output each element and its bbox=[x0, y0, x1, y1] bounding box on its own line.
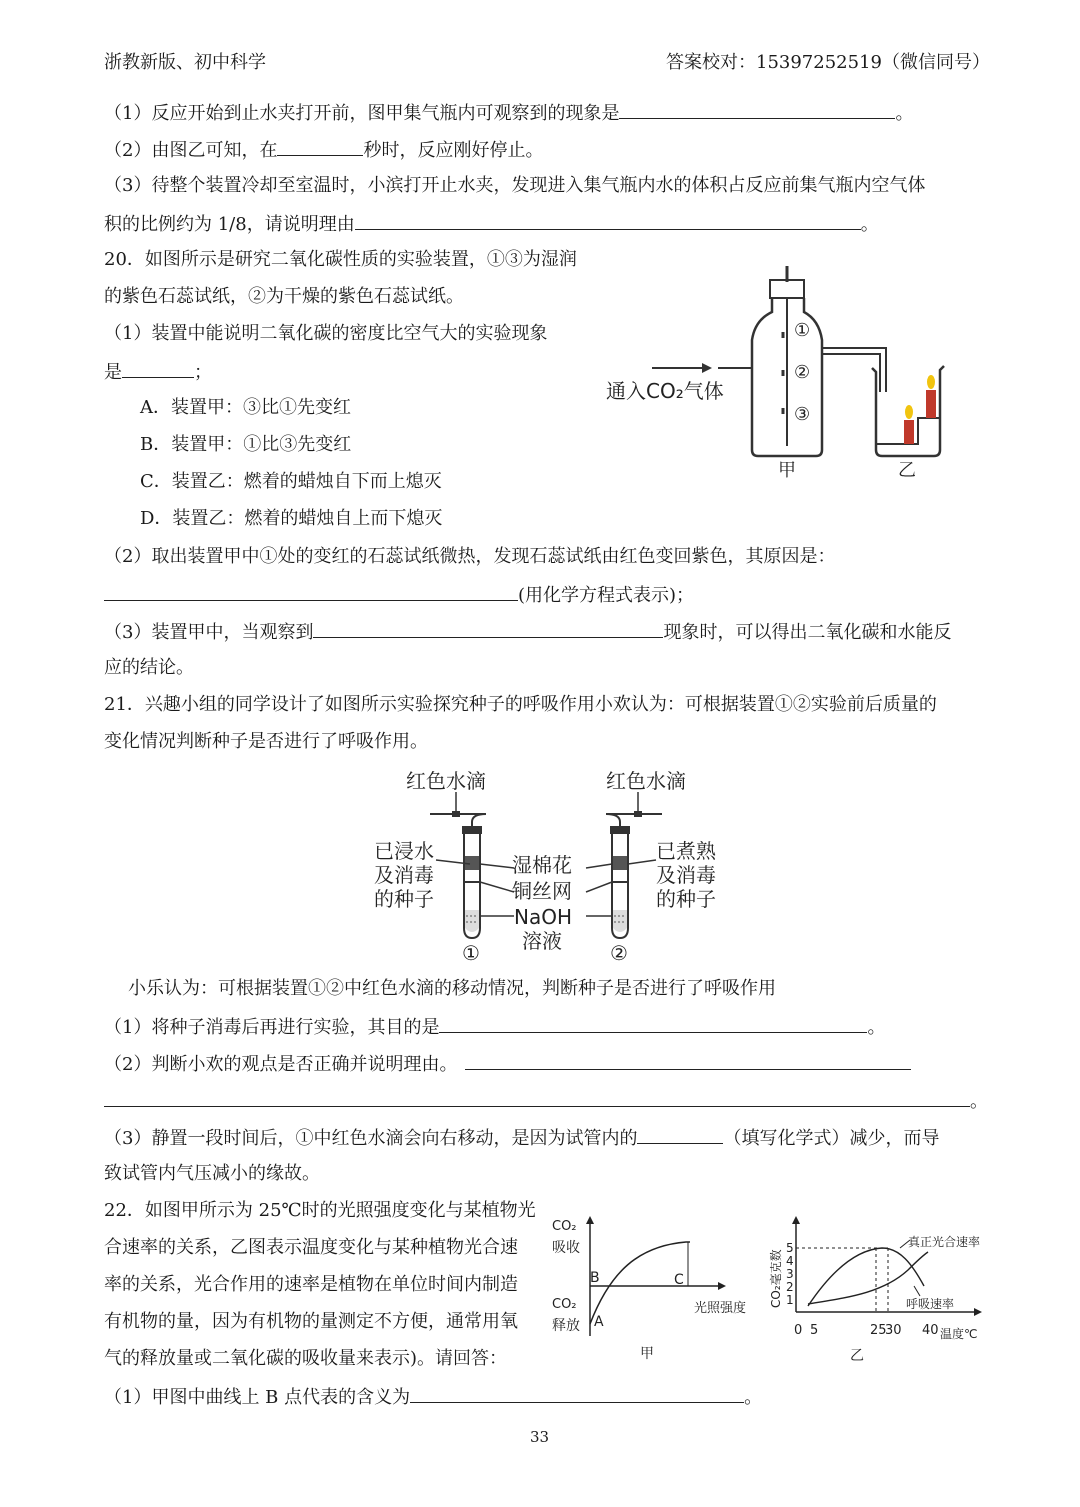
y-ticks bbox=[786, 1241, 794, 1307]
co2-release-label-1: CO₂ bbox=[552, 1297, 577, 1312]
right-label-1: 已煮熟 bbox=[656, 839, 716, 863]
x-tick-label: 40 bbox=[922, 1323, 939, 1338]
y-tick-label: 5 bbox=[786, 1241, 794, 1255]
q20-part3-text-a: （3）装置甲中，当观察到 bbox=[104, 622, 314, 643]
q19-part1 bbox=[104, 100, 913, 126]
caption-yi: 乙 bbox=[898, 460, 916, 481]
q20-part2-line2 bbox=[104, 582, 694, 608]
q21-part2-text: （2）判断小欢的观点是否正确并说明理由。 bbox=[104, 1054, 458, 1075]
figure-yi-temperature-chart bbox=[764, 1212, 990, 1364]
q20-part2-text: (用化学方程式表示)； bbox=[518, 585, 695, 606]
x-tick-label: 25 bbox=[870, 1323, 887, 1338]
period: 。 bbox=[895, 103, 914, 124]
q21-part1 bbox=[104, 1014, 885, 1040]
q19-part2 bbox=[104, 137, 543, 163]
y-tick-label: 1 bbox=[786, 1293, 794, 1307]
answer-blank[interactable] bbox=[104, 582, 518, 601]
q22-stem-line5: 气的释放量或二氧化碳的吸收量来表示)。请回答： bbox=[104, 1348, 508, 1369]
x-tick-label: 0 bbox=[794, 1323, 803, 1338]
q20-stem-line1: 20．如图所示是研究二氧化碳性质的实验装置，①③为湿润 bbox=[104, 249, 577, 270]
inlet-label: 通入CO₂气体 bbox=[606, 379, 724, 403]
bottle-stopper bbox=[770, 280, 804, 298]
q21-part3-text-a: （3）静置一段时间后，①中红色水滴会向右移动，是因为试管内的 bbox=[104, 1128, 638, 1149]
q21-part2 bbox=[104, 1051, 911, 1077]
q22-part1-text: （1）甲图中曲线上 B 点代表的含义为 bbox=[104, 1387, 411, 1408]
answer-blank[interactable] bbox=[122, 359, 194, 378]
left-label-1: 已浸水 bbox=[374, 839, 434, 863]
q20-part1-line1: （1）装置中能说明二氧化碳的密度比空气大的实验现象 bbox=[104, 323, 548, 344]
q20-part3-line2: 应的结论。 bbox=[104, 657, 194, 678]
y-tick-label: 3 bbox=[786, 1267, 794, 1281]
semicolon: ； bbox=[194, 362, 212, 383]
red-water-drop bbox=[452, 811, 460, 817]
q19-part2-text-b: 秒时，反应刚好停止。 bbox=[363, 140, 544, 161]
period: 。 bbox=[867, 1017, 886, 1038]
caption-jia: 甲 bbox=[778, 460, 796, 481]
co2-apparatus-figure bbox=[600, 258, 970, 488]
q22-stem-line1: 22．如图甲所示为 25℃时的光照强度变化与某植物光 bbox=[104, 1200, 536, 1221]
tube-2-number: ② bbox=[610, 941, 628, 965]
paper-3-label: ③ bbox=[794, 404, 811, 425]
q19-part1-text: （1）反应开始到止水夹打开前，图甲集气瓶内可观察到的现象是 bbox=[104, 103, 620, 124]
answer-blank[interactable] bbox=[410, 1384, 744, 1403]
q22-stem-line3: 率的关系，光合作用的速率是植物在单位时间内制造 bbox=[104, 1274, 518, 1295]
header-right: 答案校对：15397252519（微信同号） bbox=[666, 52, 990, 73]
q21-stem-line2: 变化情况判断种子是否进行了呼吸作用。 bbox=[104, 731, 428, 752]
paper-2-label: ② bbox=[794, 362, 811, 383]
q22-stem-line4: 有机物的量，因为有机物的量测定不方便，通常用氧 bbox=[104, 1311, 518, 1332]
upper-candle bbox=[926, 390, 936, 418]
point-a: A bbox=[594, 1314, 604, 1330]
period: 。 bbox=[970, 1091, 988, 1112]
tube-1-number: ① bbox=[462, 941, 480, 965]
q21-part3-text-b: （填写化学式）减少，而导 bbox=[723, 1128, 940, 1149]
q19-part2-text-a: （2）由图乙可知，在 bbox=[104, 140, 278, 161]
point-c: C bbox=[674, 1272, 684, 1288]
answer-blank[interactable] bbox=[619, 100, 895, 119]
option-a: A．装置甲：③比①先变红 bbox=[140, 397, 351, 418]
mid-label-2: 铜丝网 bbox=[512, 879, 572, 903]
right-label-3: 的种子 bbox=[656, 887, 716, 911]
caption-jia: 甲 bbox=[640, 1346, 654, 1362]
seed-respiration-figure bbox=[366, 760, 730, 972]
left-label-3: 的种子 bbox=[374, 887, 434, 911]
q21-part2-line2 bbox=[104, 1088, 988, 1114]
option-b: B．装置甲：①比③先变红 bbox=[140, 434, 352, 455]
q19-part3-text: 积的比例约为 1/8，请说明理由 bbox=[104, 214, 355, 235]
x-ticks bbox=[794, 1323, 939, 1338]
q22-part1 bbox=[104, 1384, 762, 1410]
answer-blank[interactable] bbox=[637, 1125, 723, 1144]
point-b: B bbox=[590, 1270, 600, 1286]
q20-part1-line2 bbox=[104, 359, 212, 385]
mid-label-4: 溶液 bbox=[522, 929, 562, 953]
y-tick-label: 2 bbox=[786, 1280, 794, 1294]
q22-stem-line2: 合速率的关系，乙图表示温度变化与某种植物光合速 bbox=[104, 1237, 518, 1258]
q21-part3-line1 bbox=[104, 1125, 939, 1151]
q20-part2-line1: （2）取出装置甲中①处的变红的石蕊试纸微热，发现石蕊试纸由红色变回紫色，其原因是： bbox=[104, 546, 836, 567]
resp-rate-label: 呼吸速率 bbox=[906, 1297, 955, 1311]
page-number: 33 bbox=[530, 1428, 550, 1446]
lower-candle bbox=[904, 420, 914, 444]
answer-blank[interactable] bbox=[313, 619, 663, 638]
x-axis-label: 温度℃ bbox=[940, 1327, 978, 1341]
y-tick-label: 4 bbox=[786, 1254, 794, 1268]
co2-absorb-label-2: 吸收 bbox=[552, 1240, 580, 1256]
q21-xiaole-view: 小乐认为：可根据装置①②中红色水滴的移动情况，判断种子是否进行了呼吸作用 bbox=[128, 978, 776, 999]
q21-stem-line1: 21．兴趣小组的同学设计了如图所示实验探究种子的呼吸作用小欢认为：可根据装置①②实验前后质量的 bbox=[104, 694, 937, 715]
header-left: 浙教新版、初中科学 bbox=[104, 52, 266, 73]
q20-stem-line2: 的紫色石蕊试纸，②为干燥的紫色石蕊试纸。 bbox=[104, 286, 464, 307]
co2-absorb-label-1: CO₂ bbox=[552, 1219, 577, 1234]
option-d: D．装置乙：燃着的蜡烛自上而下熄灭 bbox=[140, 508, 443, 529]
period: 。 bbox=[744, 1387, 763, 1408]
period: 。 bbox=[860, 214, 879, 235]
left-label-2: 及消毒 bbox=[374, 863, 434, 887]
x-tick-label: 30 bbox=[885, 1323, 902, 1338]
mid-label-3: NaOH bbox=[514, 905, 572, 929]
drop-label-left: 红色水滴 bbox=[406, 769, 486, 793]
answer-blank[interactable] bbox=[439, 1014, 867, 1033]
x-axis-label: 光照强度 bbox=[694, 1301, 747, 1316]
answer-blank[interactable] bbox=[355, 211, 861, 230]
true-rate-label: 真正光合速率 bbox=[908, 1235, 981, 1249]
y-axis-label: CO₂毫克数 bbox=[769, 1249, 783, 1308]
answer-blank[interactable] bbox=[465, 1051, 911, 1070]
co2-release-label-2: 释放 bbox=[552, 1318, 580, 1334]
paper-1-label: ① bbox=[794, 320, 811, 341]
q21-part1-text: （1）将种子消毒后再进行实验，其目的是 bbox=[104, 1017, 440, 1038]
q21-part3-line2: 致试管内气压减小的缘故。 bbox=[104, 1163, 320, 1184]
answer-blank[interactable] bbox=[104, 1088, 970, 1107]
answer-blank[interactable] bbox=[277, 137, 363, 156]
option-c: C．装置乙：燃着的蜡烛自下而上熄灭 bbox=[140, 471, 442, 492]
q19-part3-line2 bbox=[104, 211, 879, 237]
figure-jia-light-curve bbox=[548, 1212, 762, 1362]
q20-part3-line1 bbox=[104, 619, 951, 645]
q20-part1-text: 是 bbox=[104, 362, 122, 383]
drop-label-right: 红色水滴 bbox=[606, 769, 686, 793]
right-label-2: 及消毒 bbox=[656, 863, 716, 887]
q20-part3-text-b: 现象时，可以得出二氧化碳和水能反 bbox=[663, 622, 952, 643]
q19-part3-line1: （3）待整个装置冷却至室温时，小滨打开止水夹，发现进入集气瓶内水的体积占反应前集气瓶内空气体 bbox=[104, 175, 926, 196]
mid-label-1: 湿棉花 bbox=[512, 853, 572, 877]
x-tick-label: 5 bbox=[810, 1323, 819, 1338]
caption-yi: 乙 bbox=[850, 1348, 864, 1364]
